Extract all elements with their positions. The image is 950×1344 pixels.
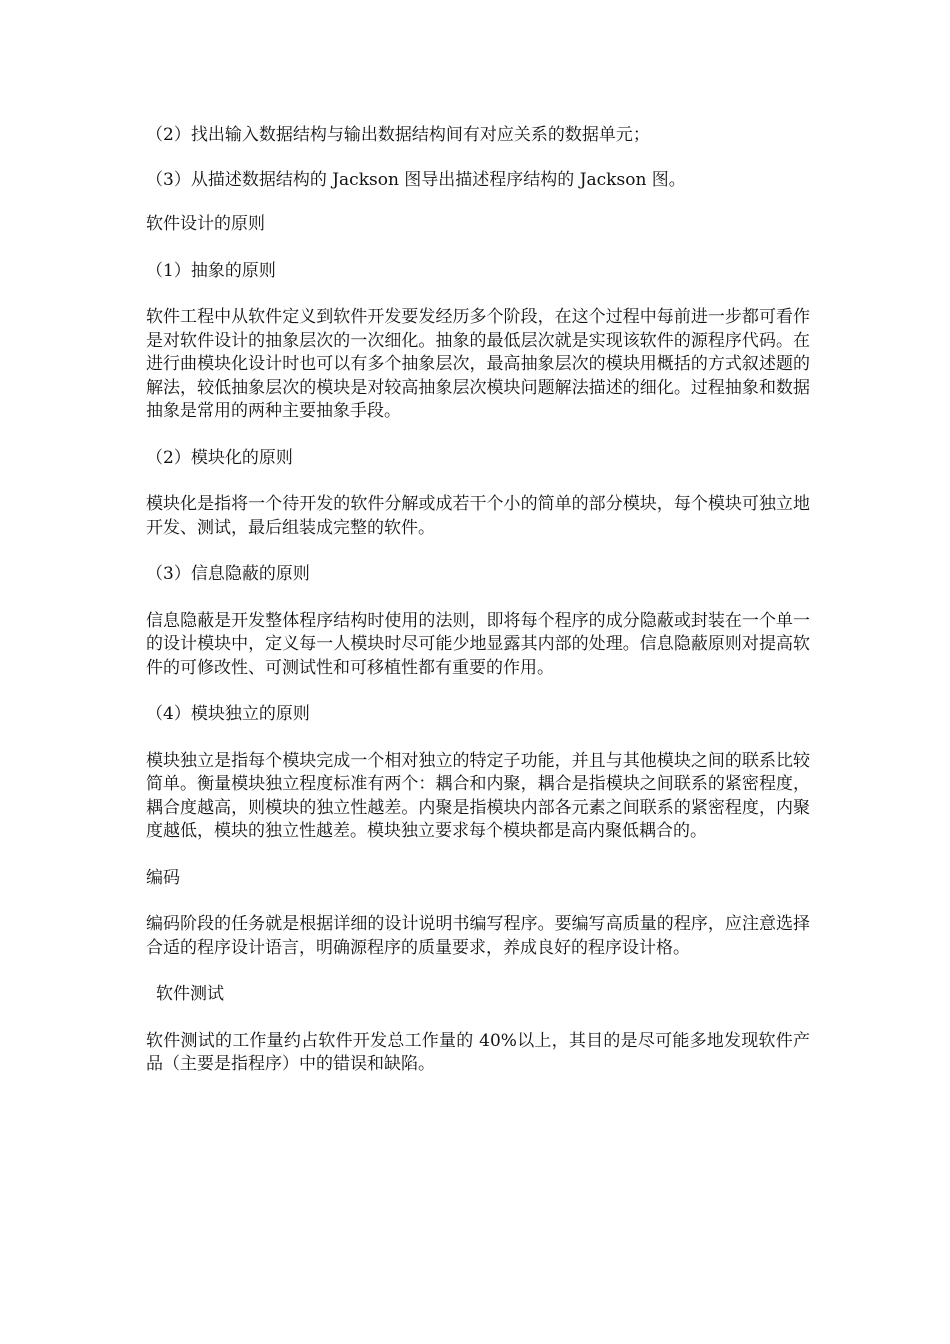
paragraph-software-testing: 软件测试的工作量约占软件开发总工作量的 40%以上，其目的是尽可能多地发现软件产品（主要是指程序）中的错误和缺陷。: [146, 1030, 810, 1074]
step-3-item: （3）从描述数据结构的 Jackson 图导出描述程序结构的 Jackson 图。: [146, 169, 686, 190]
section-heading-coding: 编码: [146, 867, 180, 888]
paragraph-modularity: 模块化是指将一个待开发的软件分解或成若干个小的简单的部分模块，每个模块可独立地开发、测试，最后组装成完整的软件。: [146, 494, 810, 538]
section-heading-software-testing: 软件测试: [156, 984, 224, 1004]
subheading-information-hiding: （3）信息隐蔽的原则: [146, 564, 310, 584]
section-heading-design-principles: 软件设计的原则: [146, 214, 265, 234]
document-page: [146, 124, 810, 1077]
subheading-modularity: （2）模块化的原则: [146, 447, 293, 468]
subheading-abstraction: （1）抽象的原则: [146, 260, 276, 281]
paragraph-information-hiding: 信息隐蔽是开发整体程序结构时使用的法则，即将每个程序的成分隐蔽或封装在一个单一的设计模块中，定义每一人模块时尽可能少地显露其内部的处理。信息隐蔽原则对提高软件的可修改性、可测试性和可移植性都有重要的作用。: [146, 610, 810, 678]
paragraph-abstraction: 软件工程中从软件定义到软件开发要发经历多个阶段，在这个过程中每前进一步都可看作是对软件设计的抽象层次的一次细化。抽象的最低层次就是实现该软件的源程序代码。在进行曲模块化设计时也可以有多个抽象层次，最高抽象层次的模块用概括的方式叙述题的解法，较低抽象层次的模块是对较高抽象层次模块问题解法描述的细化。过程抽象和数据抽象是常用的两种主要抽象手段。: [146, 307, 810, 421]
step-2-item: （2）找出输入数据结构与输出数据结构间有对应关系的数据单元；: [146, 125, 650, 145]
subheading-module-independence: （4）模块独立的原则: [146, 704, 310, 724]
paragraph-module-independence: 模块独立是指每个模块完成一个相对独立的特定子功能，并且与其他模块之间的联系比较简单。衡量模块独立程度标准有两个：耦合和内聚，耦合是指模块之间联系的紧密程度，耦合度越高，则模块的独立性越差。内聚是指模块内部各元素之间联系的紧密程度，内聚度越低，模块的独立性越差。模块独立要求每个模块都是高内聚低耦合的。: [146, 750, 810, 841]
paragraph-coding: 编码阶段的任务就是根据详细的设计说明书编写程序。要编写高质量的程序，应注意选择合适的程序设计语言，明确源程序的质量要求，养成良好的程序设计格。: [146, 914, 810, 958]
